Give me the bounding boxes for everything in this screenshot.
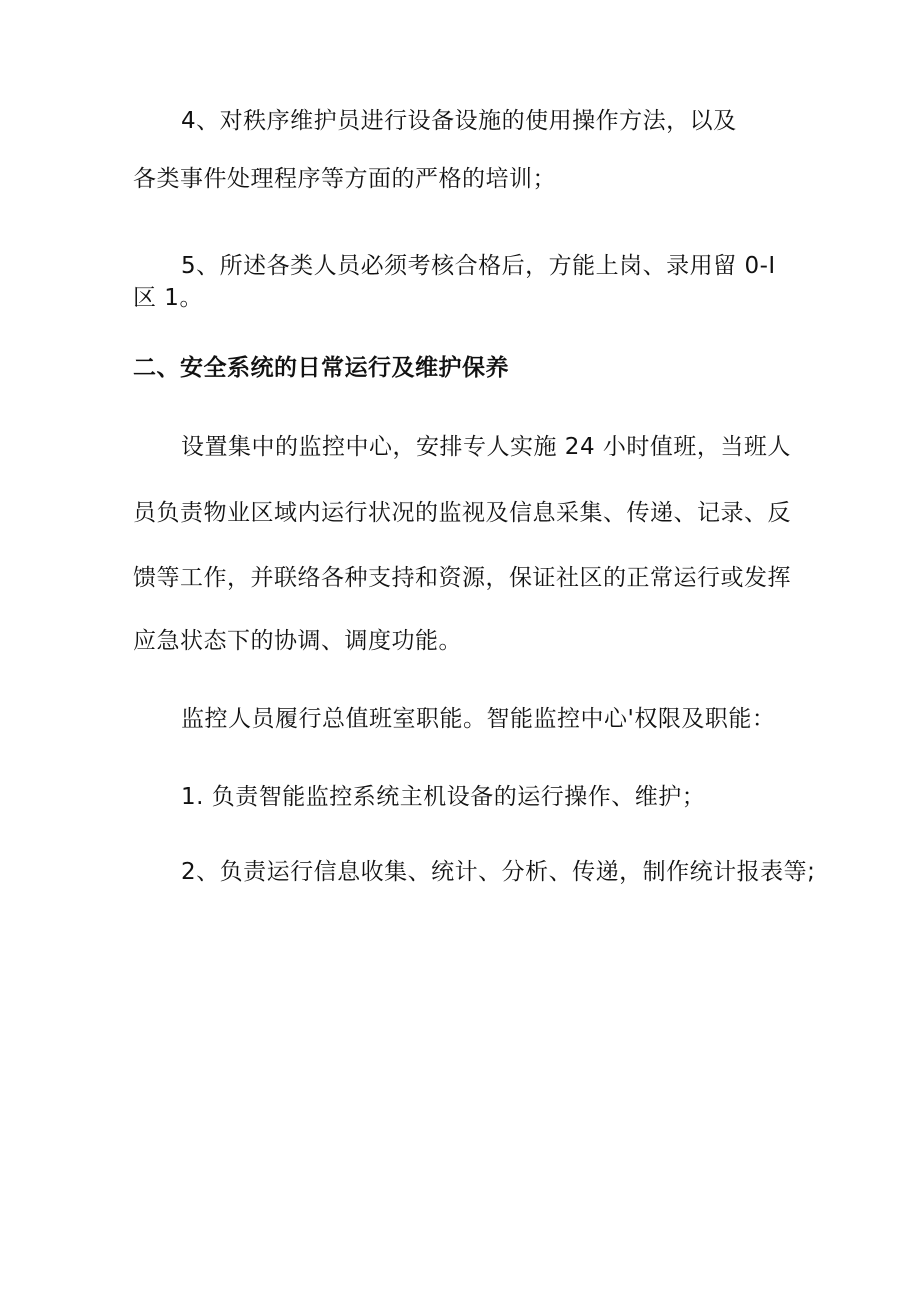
list-item-1: 1. 负责智能监控系统主机设备的运行操作、维护； xyxy=(181,784,706,810)
item5-line2: 区 1。 xyxy=(133,285,203,311)
para2: 监控人员履行总值班室职能。智能监控中心'权限及职能： xyxy=(181,706,776,732)
para1-line2: 员负责物业区域内运行状况的监视及信息采集、传递、记录、反 xyxy=(133,500,791,526)
section-heading: 二、安全系统的日常运行及维护保养 xyxy=(133,355,509,381)
item4-line1: 4、对秩序维护员进行设备设施的使用操作方法，以及 xyxy=(181,108,737,134)
para1-line1: 设置集中的监控中心，安排专人实施 24 小时值班，当班人 xyxy=(181,434,791,460)
item5-line1: 5、所述各类人员必须考核合格后，方能上岗、录用留 0-I xyxy=(181,253,776,279)
list-item-2: 2、负责运行信息收集、统计、分析、传递，制作统计报表等; xyxy=(181,859,816,885)
para1-line4: 应急状态下的协调、调度功能。 xyxy=(133,628,462,654)
para1-line3: 馈等工作，并联络各种支持和资源，保证社区的正常运行或发挥 xyxy=(133,565,791,591)
item4-line2: 各类事件处理程序等方面的严格的培训； xyxy=(133,166,556,192)
